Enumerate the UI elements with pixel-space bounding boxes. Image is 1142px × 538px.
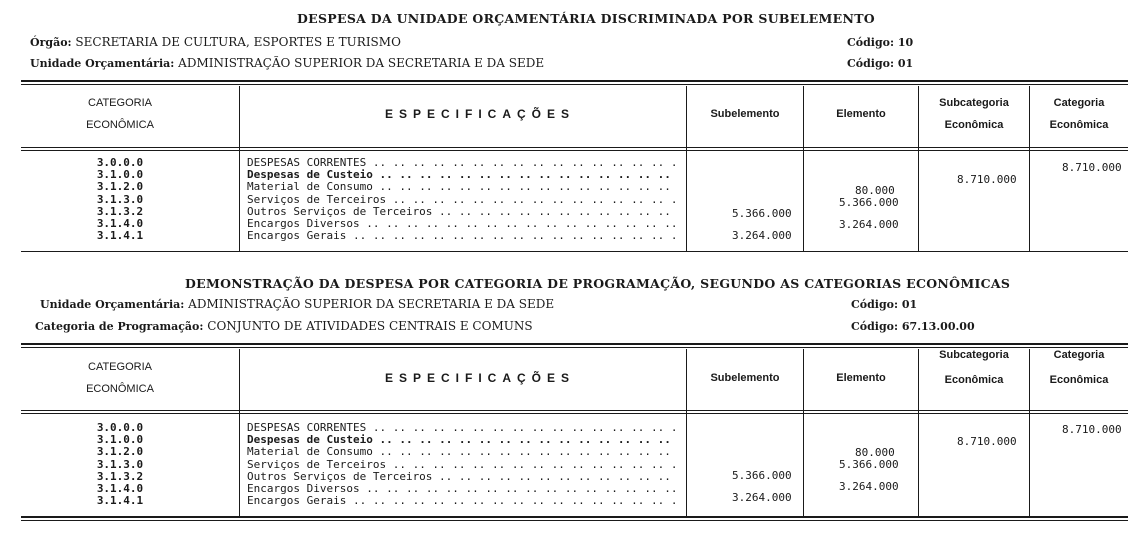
subelemento-value: 5.366.000 [732, 469, 792, 482]
codigo-unidade [847, 56, 913, 70]
elemento-value: 3.264.000 [839, 480, 899, 493]
categoria-value: 8.710.000 [1062, 161, 1122, 174]
row-code: 3.1.3.2 [96, 469, 144, 483]
row-code: 3.1.3.2 [96, 204, 144, 218]
row-description: Encargos Gerais [247, 230, 347, 243]
header-subcategoria-line2: Econômica [944, 374, 1004, 386]
unidade-value: ADMINISTRAÇÃO SUPERIOR DA SECRETARIA E DA SEDE [188, 297, 555, 311]
header-categoria-economica-line1: Categoria [1053, 349, 1105, 361]
unidade-line [40, 297, 554, 311]
row-description: DESPESAS CORRENTES [247, 422, 367, 434]
header-subcategoria [921, 92, 1027, 136]
codigo-value: 01 [897, 57, 914, 70]
codes-column [60, 422, 180, 507]
elemento-value: 80.000 [855, 446, 895, 459]
header-subcategoria-line1: Subcategoria [939, 97, 1009, 109]
header-categoria-economica-line1: Categoria [1053, 97, 1105, 109]
row-description: Material de Consumo [247, 181, 373, 194]
header-categoria [60, 92, 180, 136]
header-categoria-line1: CATEGORIA [88, 361, 152, 373]
unidade-label: Unidade Orçamentária: [30, 57, 175, 70]
header-subelemento: Subelemento [710, 108, 780, 120]
header-categoria-economica-line2: Econômica [1049, 374, 1109, 386]
header-categoria-line2: ECONÔMICA [86, 119, 154, 131]
subelemento-value: 3.264.000 [732, 229, 792, 242]
header-elemento: Elemento [836, 108, 886, 120]
codigo-programacao [851, 319, 975, 333]
section2-title: DEMONSTRAÇÃO DA DESPESA POR CATEGORIA DE PROGRAMAÇÃO, SEGUNDO AS CATEGORIAS ECONÔMICAS [185, 276, 1011, 291]
header-especificacoes: ESPECIFICAÇÕES [384, 371, 576, 385]
subcategoria-value: 8.710.000 [957, 435, 1017, 448]
header-bottom-rule [21, 150, 1128, 151]
elemento-value: 3.264.000 [839, 218, 899, 231]
column-divider [686, 349, 687, 516]
codigo-unidade [851, 297, 917, 311]
row-code: 3.0.0.0 [96, 156, 144, 169]
header-categoria-economica-line2: Econômica [1049, 119, 1109, 131]
column-divider [239, 349, 240, 516]
subelemento-value: 5.366.000 [732, 207, 792, 220]
column-divider [239, 86, 240, 251]
table-bottom-rule [21, 516, 1128, 518]
codigo-orgao [847, 35, 913, 49]
row-description: Outros Serviços de Terceiros [247, 470, 433, 483]
unidade-line [30, 56, 544, 70]
column-divider [1029, 86, 1030, 251]
row-description: Encargos Gerais [247, 495, 347, 508]
row-code: 3.1.2.0 [96, 180, 144, 194]
elemento-value: 80.000 [855, 184, 895, 197]
table-bottom-rule [21, 251, 1128, 252]
column-divider [686, 86, 687, 251]
codigo-value: 01 [901, 298, 918, 311]
codigo-label: Código: [847, 57, 895, 70]
row-code: 3.1.4.1 [96, 229, 144, 243]
row-description: Encargos Diversos [247, 218, 360, 231]
header-categoria [60, 356, 180, 400]
codigo-label: Código: [851, 298, 899, 311]
header-bottom-rule [21, 410, 1128, 411]
row-code: 3.0.0.0 [96, 421, 144, 434]
row-code: 3.1.4.0 [96, 217, 144, 231]
header-subcategoria [921, 344, 1027, 391]
subcategoria-value: 8.710.000 [957, 173, 1017, 186]
row-description: Despesas de Custeio [247, 169, 373, 182]
row-code: 3.1.3.0 [96, 457, 144, 471]
row-description: Serviços de Terceiros [247, 193, 387, 206]
orgao-line [30, 35, 401, 49]
header-especificacoes: ESPECIFICAÇÕES [384, 107, 576, 121]
orgao-value: SECRETARIA DE CULTURA, ESPORTES E TURISMO [75, 35, 401, 49]
header-categoria-economica [1032, 92, 1126, 136]
row-description: DESPESAS CORRENTES [247, 157, 367, 169]
row-code: 3.1.4.0 [96, 482, 144, 496]
header-subcategoria-line2: Econômica [944, 119, 1004, 131]
elemento-value: 5.366.000 [839, 196, 899, 209]
row-description: Outros Serviços de Terceiros [247, 205, 433, 218]
table-top-rule [21, 80, 1128, 82]
categoria-programacao-label: Categoria de Programação: [35, 320, 204, 333]
row-code: 3.1.3.0 [96, 192, 144, 206]
row-description: Serviços de Terceiros [247, 458, 387, 471]
orgao-label: Órgão: [30, 36, 72, 49]
unidade-value: ADMINISTRAÇÃO SUPERIOR DA SECRETARIA E DA SEDE [178, 56, 545, 70]
header-categoria-economica [1032, 344, 1126, 391]
header-subelemento: Subelemento [710, 372, 780, 384]
codigo-value: 10 [897, 36, 914, 49]
row-code: 3.1.0.0 [96, 168, 144, 182]
column-divider [803, 86, 804, 251]
column-divider [1029, 349, 1030, 516]
categoria-programacao-line [35, 319, 533, 333]
header-subcategoria-line1: Subcategoria [939, 349, 1009, 361]
header-categoria-line1: CATEGORIA [88, 97, 152, 109]
row-description: Encargos Diversos [247, 483, 360, 496]
categoria-value: 8.710.000 [1062, 423, 1122, 436]
row-code: 3.1.2.0 [96, 445, 144, 459]
row-code: 3.1.0.0 [96, 433, 144, 447]
elemento-value: 5.366.000 [839, 458, 899, 471]
unidade-label: Unidade Orçamentária: [40, 298, 185, 311]
codes-column [60, 157, 180, 242]
descriptions-column [247, 157, 679, 242]
subelemento-value: 3.264.000 [732, 491, 792, 504]
row-description: Material de Consumo [247, 446, 373, 459]
row-code: 3.1.4.1 [96, 494, 144, 508]
header-bottom-rule [21, 413, 1128, 414]
column-divider [918, 86, 919, 251]
row-description: Despesas de Custeio [247, 434, 373, 447]
column-divider [803, 349, 804, 516]
header-bottom-rule [21, 147, 1128, 148]
table-bottom-rule [21, 520, 1128, 521]
descriptions-column [247, 422, 679, 507]
table-top-rule [21, 84, 1128, 85]
header-categoria-line2: ECONÔMICA [86, 383, 154, 395]
section1-title: DESPESA DA UNIDADE ORÇAMENTÁRIA DISCRIMINADA POR SUBELEMENTO [297, 11, 875, 26]
categoria-programacao-value: CONJUNTO DE ATIVIDADES CENTRAIS E COMUNS [207, 319, 533, 333]
column-divider [918, 349, 919, 516]
codigo-label: Código: [851, 320, 899, 333]
codigo-value: 67.13.00.00 [901, 320, 975, 333]
codigo-label: Código: [847, 36, 895, 49]
header-elemento: Elemento [836, 372, 886, 384]
